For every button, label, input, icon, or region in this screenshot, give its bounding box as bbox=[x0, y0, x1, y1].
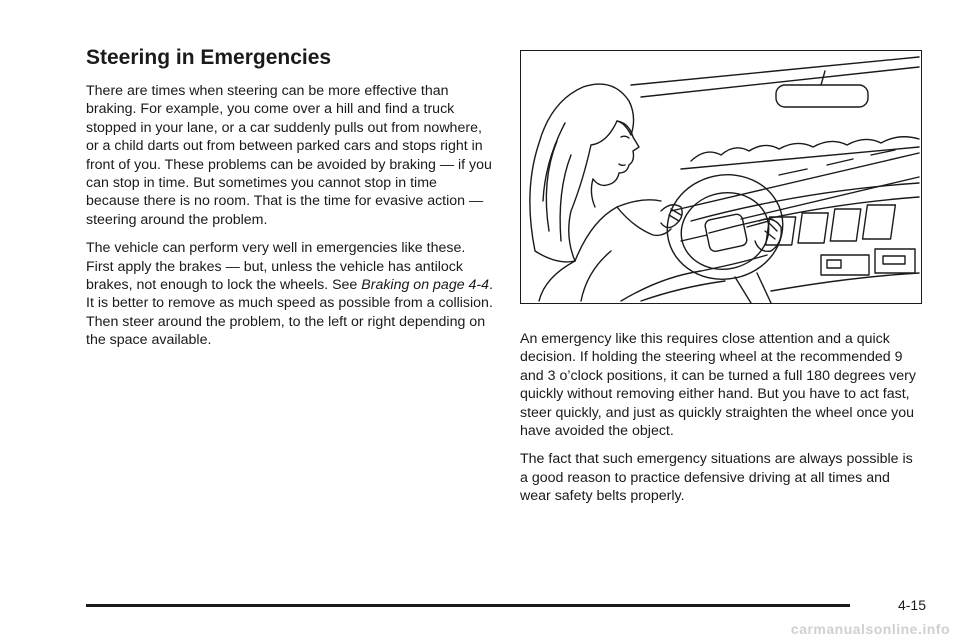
left-arm bbox=[617, 207, 671, 235]
steering-column bbox=[735, 277, 751, 303]
climate-unit bbox=[875, 249, 915, 273]
section-heading: Steering in Emergencies bbox=[86, 46, 332, 69]
left-paragraph-2 bbox=[86, 239, 494, 349]
driver-illustration-svg bbox=[521, 51, 921, 303]
lane-dash-1 bbox=[779, 169, 807, 175]
left-paragraph-2-before: The vehicle can perform very well in emergencies like these. First apply the brakes — but, unless the vehicle has antilock brakes, not enough to lock the wheels. See bbox=[86, 240, 466, 294]
driver-torso bbox=[539, 261, 575, 301]
dash-lower-line bbox=[771, 273, 919, 291]
site-watermark: carmanualsonline.info bbox=[790, 621, 950, 637]
driver-hair bbox=[530, 84, 634, 262]
page-number: 4-15 bbox=[897, 597, 926, 613]
rearview-mirror bbox=[776, 85, 868, 107]
right-paragraph-1: An emergency like this requires close attention and a quick decision. If holding the steering wheel at the recommended 9 and 3 o’clock positions, it can be turned a full 180 degrees very quickly without removing either hand. But you have to act fast, steer quickly, and just as quickly straighten the wheel once you have avoided the object. bbox=[520, 331, 916, 440]
road-edge-left bbox=[671, 153, 919, 211]
driver-steering-illustration bbox=[520, 50, 922, 304]
steering-spoke-left bbox=[681, 235, 707, 241]
lane-dash-2 bbox=[827, 159, 853, 165]
road-edge-right bbox=[741, 177, 919, 219]
braking-page-reference: Braking on page 4-4 bbox=[361, 277, 490, 294]
footer-rule bbox=[86, 604, 850, 607]
left-column bbox=[86, 44, 494, 360]
radio-display bbox=[827, 260, 841, 268]
dash-panel-4 bbox=[863, 205, 896, 239]
left-paragraph-2-after: . It is better to remove as much speed as possible from a collision. Then steer around the problem, to the left or right depending on the space available. bbox=[86, 277, 493, 349]
driver-neck bbox=[591, 179, 595, 207]
headliner-line-2 bbox=[641, 67, 919, 97]
dash-panel-3 bbox=[830, 209, 860, 241]
horizon-line bbox=[681, 147, 919, 169]
driver-mouth bbox=[619, 164, 625, 165]
right-column bbox=[520, 330, 924, 516]
driver-eye bbox=[621, 136, 629, 138]
right-paragraph-2: The fact that such emergency situations are always possible is a good reason to practice defensive driving at all times and wear safety belts properly. bbox=[520, 451, 913, 505]
left-paragraph-1: There are times when steering can be more effective than braking. For example, you come over a hill and find a truck stopped in your lane, or a car suddenly pulls out from nowhere, or a child darts out from between parked cars and stops right in front of you. These problems can be avoided by braking — if you can stop in time. But sometimes you cannot stop in time because there is no room. That is the time for evasive action — steering around the problem. bbox=[86, 83, 492, 228]
climate-display bbox=[883, 256, 905, 264]
dash-panel-2 bbox=[798, 213, 828, 243]
radio-unit bbox=[821, 255, 869, 275]
blouse-fold bbox=[581, 251, 611, 301]
steering-column-2 bbox=[757, 273, 771, 303]
dashboard-top bbox=[691, 183, 919, 221]
